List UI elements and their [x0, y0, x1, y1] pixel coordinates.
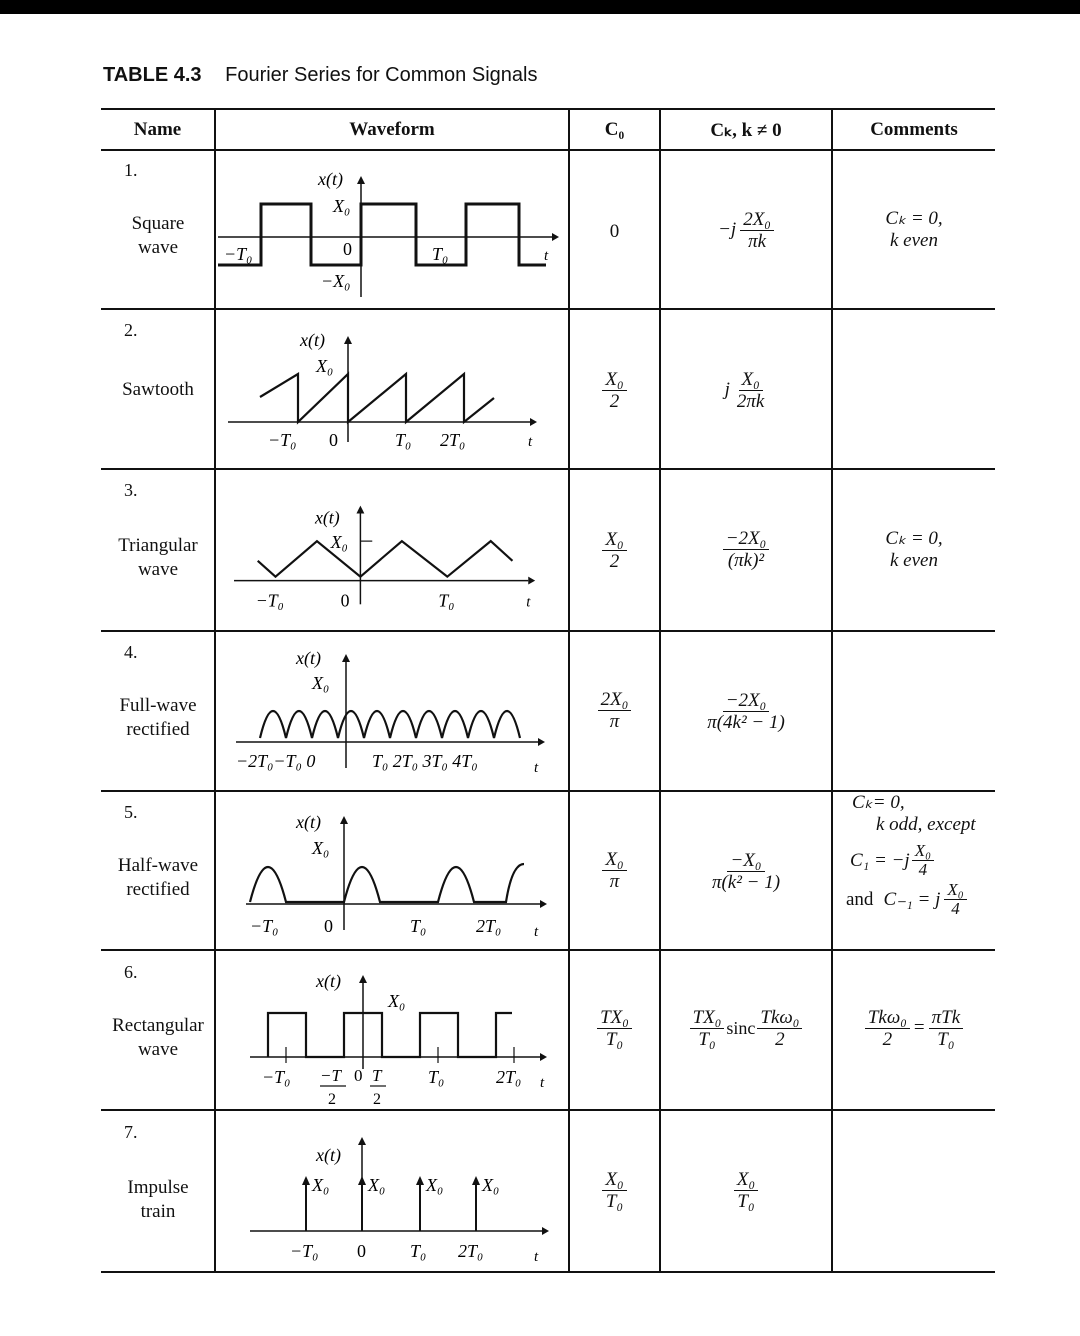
amplitude-label: X₀ [333, 196, 351, 216]
row-name-line: rectified [126, 719, 190, 740]
ck-value [661, 518, 831, 580]
table-caption [103, 64, 537, 87]
axis-arrow [528, 577, 535, 585]
row-name-line: Full-wave [119, 695, 197, 716]
impulse [472, 1176, 480, 1231]
t-label: t [540, 1075, 545, 1091]
ck-value [661, 360, 831, 420]
c0-denominator: π [609, 870, 620, 892]
tick-label: −T₀ [290, 1241, 319, 1261]
c0-numerator: X₀ [602, 1169, 626, 1191]
tick-label: T₀ [395, 430, 412, 450]
header-comments: Comments [870, 119, 958, 140]
tick-label: 2T₀ [496, 1067, 522, 1087]
sawtooth-waveform [260, 374, 494, 422]
ck-denominator: T₀ [698, 1028, 716, 1050]
tick-label: −2T₀−T₀ 0 [236, 751, 316, 771]
row-name-line: Rectangular [112, 1015, 204, 1036]
c0-value [570, 1160, 659, 1220]
impulse [416, 1176, 424, 1231]
header-name: Name [133, 119, 182, 140]
comment-line: k even [890, 550, 938, 571]
amplitude-label: X₀ [330, 532, 348, 553]
comment-denominator: T₀ [937, 1028, 955, 1050]
xt-label: x(t) [296, 648, 321, 668]
comment-denominator: 2 [882, 1028, 893, 1050]
row-name-line: wave [137, 559, 179, 580]
axis-arrow [340, 816, 348, 824]
table-bottom-rule [101, 1271, 995, 1273]
row-rule [101, 630, 995, 632]
ck-denominator: π(k² − 1) [711, 871, 781, 893]
comment-numerator: πTk [929, 1007, 964, 1029]
impulse-weight: X₀ [368, 1175, 386, 1195]
tick-label: −T₀ [262, 1067, 291, 1087]
comment-line: k even [890, 230, 938, 251]
c0-denominator: π [609, 710, 620, 732]
axis-arrow [342, 654, 350, 662]
rectangular-wave-plot [216, 953, 568, 1109]
amplitude-label: X₀ [312, 838, 330, 858]
axis-arrow [358, 1137, 366, 1145]
comment [833, 998, 995, 1058]
row-name [102, 378, 214, 402]
cm1-numerator: X₀ [944, 881, 966, 900]
row-name [102, 212, 214, 260]
axis-arrow [356, 506, 364, 514]
comment [833, 525, 995, 575]
row-name-line: train [140, 1201, 176, 1222]
row-rule [101, 308, 995, 310]
t-label: t [534, 924, 539, 940]
comment-line: Cₖ = 0, [885, 208, 943, 229]
row-number: 2. [124, 320, 138, 340]
c0-denominator: 2 [609, 550, 620, 572]
impulse-weight: X₀ [312, 1175, 330, 1195]
axis-arrow [552, 233, 559, 241]
ck-numerator: −2X₀ [723, 528, 770, 550]
comment-line: k odd, except [876, 814, 976, 835]
row-name-line: wave [137, 1039, 179, 1060]
tick-label: −T₀ [268, 430, 297, 450]
top-border [0, 0, 1080, 14]
table-top-rule [101, 108, 995, 110]
impulse-weight: X₀ [482, 1175, 500, 1195]
half-period-neg: −T [320, 1066, 341, 1085]
impulse [358, 1176, 366, 1231]
xt-label: x(t) [316, 971, 341, 991]
c0-value: 0 [609, 221, 620, 242]
amplitude-label: X₀ [316, 356, 334, 376]
row-name-line: Sawtooth [122, 379, 194, 400]
tick-label: T₀ 2T₀ 3T₀ 4T₀ [372, 751, 478, 771]
row-name-line: Square [131, 213, 185, 234]
square-waveform [218, 204, 546, 265]
tick-label: T₀ [410, 1241, 427, 1261]
xt-label: x(t) [316, 1145, 341, 1165]
origin-label: 0 [324, 916, 333, 936]
xt-label: x(t) [314, 507, 340, 528]
axis-arrow [540, 1053, 547, 1061]
c0-numerator: X₀ [602, 849, 626, 871]
xt-label: x(t) [296, 812, 321, 832]
c0-numerator: 2X₀ [598, 689, 632, 711]
ck-value [661, 1160, 831, 1220]
tick-label: T₀ [428, 1067, 445, 1087]
row-name [102, 1014, 214, 1062]
ck-denominator: 2πk [736, 390, 765, 412]
ck-denominator: (πk)² [727, 549, 765, 571]
ck-value [661, 998, 831, 1058]
c0-value [570, 360, 659, 420]
row-name [102, 694, 214, 742]
ck-denominator: πk [748, 230, 767, 252]
c0-numerator: X₀ [602, 529, 626, 551]
header-ck: Cₖ, k ≠ 0 [710, 119, 782, 141]
t-label: t [544, 248, 549, 264]
row-rule [101, 468, 995, 470]
row-number: 3. [124, 480, 138, 500]
axis-arrow [357, 176, 365, 184]
c0-numerator: TX₀ [597, 1007, 632, 1029]
c0-value [570, 520, 659, 580]
tick-label: 2T₀ [440, 430, 466, 450]
amplitude-label: X₀ [388, 991, 406, 1011]
ck-numerator: 2X₀ [740, 209, 774, 231]
axis-arrow [542, 1227, 549, 1235]
c0-numerator: X₀ [602, 369, 626, 391]
ck-value [661, 840, 831, 902]
impulse [302, 1176, 310, 1231]
row-number: 6. [124, 962, 138, 982]
ck-prefix: −j [718, 219, 737, 240]
t-label: t [528, 434, 533, 450]
amplitude-label: X₀ [312, 673, 330, 693]
cm1-label: C₋₁ = j [883, 888, 941, 910]
table-number: TABLE 4.3 [103, 64, 202, 86]
tick-label: T₀ [438, 590, 455, 611]
axis-arrow [538, 738, 545, 746]
equals-sign: = [913, 1017, 925, 1038]
row-number: 7. [124, 1122, 138, 1142]
ck-numerator: X₀ [734, 1169, 758, 1191]
xt-label: x(t) [318, 169, 343, 189]
comment-line: Cₖ= 0, [852, 792, 905, 813]
ck-value [661, 680, 831, 742]
row-name-line: wave [137, 237, 179, 258]
full-wave-waveform [260, 711, 520, 738]
origin-label: 0 [343, 239, 352, 259]
c0-denominator: T₀ [605, 1028, 624, 1050]
sinc-numerator: Tkω₀ [757, 1007, 802, 1029]
ck-prefix: j [724, 379, 730, 400]
triangular-waveform [258, 541, 513, 577]
origin-label: 0 [329, 430, 338, 450]
c1-denominator: 4 [918, 860, 928, 879]
axis-arrow [540, 900, 547, 908]
impulse-train-plot [216, 1113, 568, 1269]
sinc-denominator: 2 [775, 1028, 785, 1050]
half-denominator: 2 [328, 1091, 336, 1108]
row-name [102, 854, 214, 902]
row-name [102, 1176, 214, 1224]
c1-label: C₁ = −j [850, 849, 910, 871]
tick-label: −T₀ [255, 590, 284, 611]
tick-label: −T₀ [224, 244, 253, 264]
ck-numerator: X₀ [739, 369, 763, 391]
square-wave-plot [216, 152, 568, 308]
c0-value [570, 840, 659, 900]
c1-expression [850, 842, 996, 879]
c0-value [570, 680, 659, 740]
axis-arrow [344, 336, 352, 344]
neg-amplitude-label: −X₀ [321, 271, 351, 291]
comment [833, 205, 995, 255]
ck-numerator: TX₀ [690, 1007, 725, 1029]
half-period-pos: T [372, 1066, 382, 1085]
origin-label: 0 [340, 590, 350, 611]
sawtooth-plot [216, 312, 568, 468]
c0-value [570, 998, 659, 1058]
t-label: t [526, 594, 531, 611]
comment-line: Cₖ = 0, [885, 528, 943, 549]
half-wave-rectified-plot [216, 794, 568, 950]
c1-numerator: X₀ [912, 842, 934, 861]
and-word: and [846, 888, 874, 910]
ck-numerator: −2X₀ [723, 690, 770, 712]
impulse-weight: X₀ [426, 1175, 444, 1195]
half-denominator: 2 [373, 1091, 381, 1108]
c0-denominator: 2 [609, 390, 620, 412]
full-wave-rectified-plot [216, 634, 568, 790]
axis-arrow [530, 418, 537, 426]
half-wave-waveform [250, 864, 524, 902]
header-waveform: Waveform [349, 119, 435, 140]
tick-label: T₀ [432, 244, 449, 264]
ck-numerator: −X₀ [727, 850, 764, 872]
xt-label: x(t) [300, 330, 325, 350]
row-number: 1. [124, 160, 138, 180]
ck-denominator: π(4k² − 1) [707, 711, 785, 733]
ck-value [661, 200, 831, 260]
row-name [102, 534, 214, 582]
sinc-label: sinc [726, 1017, 756, 1038]
table-title: Fourier Series for Common Signals [225, 64, 538, 86]
origin-label: 0 [357, 1241, 366, 1261]
t-label: t [534, 1249, 539, 1265]
axis-arrow [359, 975, 367, 983]
tick-label: −T₀ [250, 916, 279, 936]
rectangular-waveform [268, 1013, 512, 1057]
row-rule [101, 1109, 995, 1111]
comment [836, 792, 996, 918]
row-name-line: Impulse [127, 1177, 189, 1198]
ck-denominator: T₀ [737, 1190, 755, 1212]
cm1-expression [846, 881, 996, 918]
tick-label: 2T₀ [458, 1241, 484, 1261]
row-number: 4. [124, 642, 138, 662]
header-rule [101, 149, 995, 151]
row-name-line: rectified [126, 879, 190, 900]
row-name-line: Half-wave [117, 855, 199, 876]
row-name-line: Triangular [118, 535, 198, 556]
cm1-denominator: 4 [951, 899, 960, 918]
header-c0: C₀ [604, 119, 625, 140]
tick-label: 2T₀ [476, 916, 502, 936]
t-label: t [534, 760, 539, 776]
c0-denominator: T₀ [605, 1190, 624, 1212]
comment-numerator: Tkω₀ [865, 1007, 910, 1029]
triangular-wave-plot [216, 472, 568, 628]
column-divider [831, 108, 833, 1273]
origin-label: 0 [354, 1066, 363, 1085]
tick-label: T₀ [410, 916, 427, 936]
row-number: 5. [124, 802, 138, 822]
